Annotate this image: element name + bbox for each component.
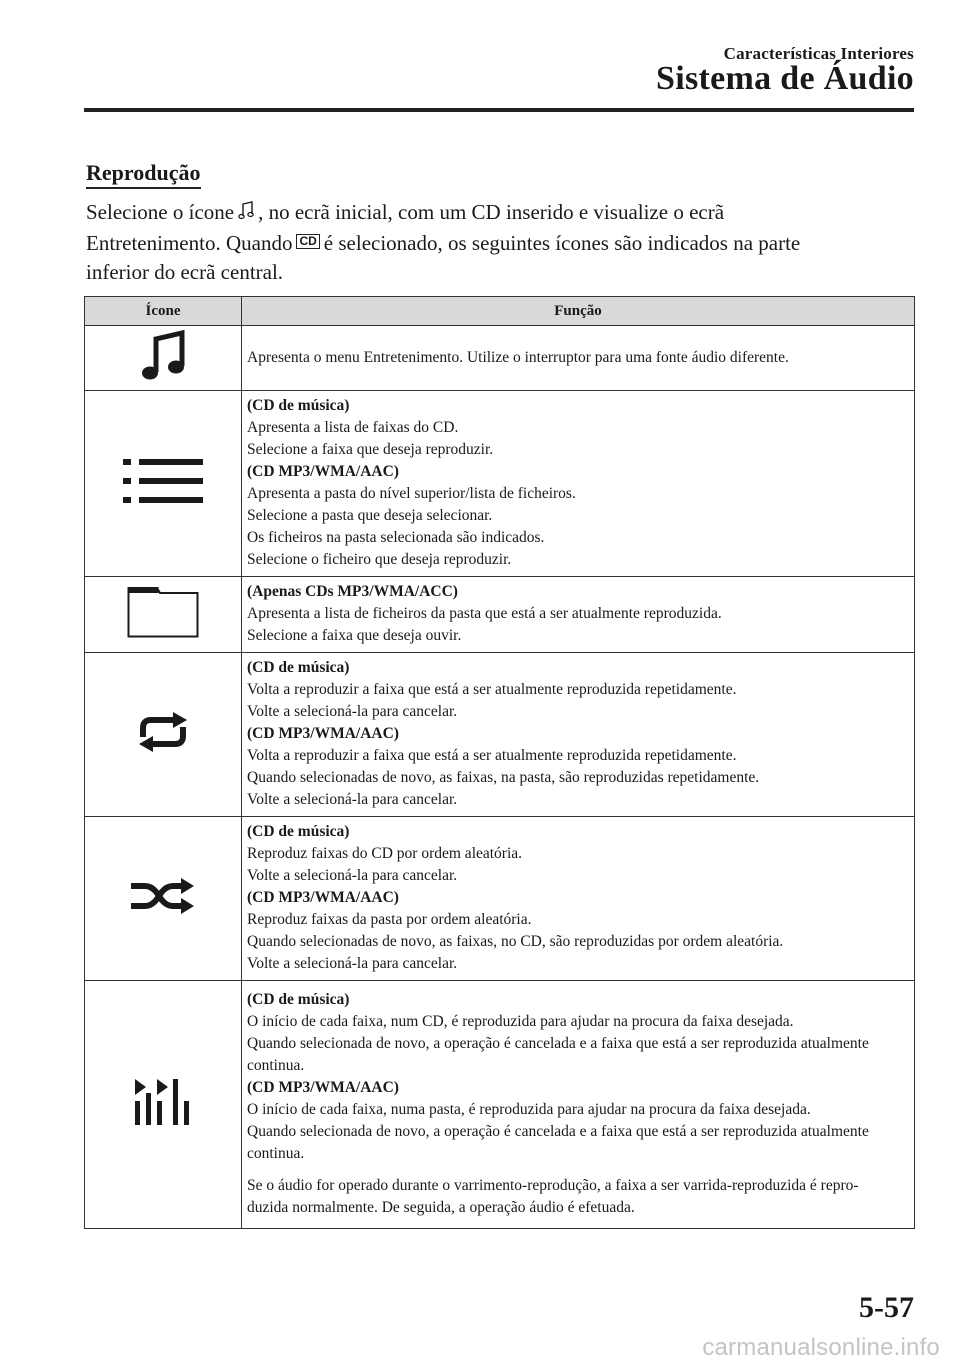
- music-note-icon: [141, 370, 185, 387]
- intro-text: Entretenimento. Quando: [86, 230, 293, 255]
- section-title: Reprodução: [86, 160, 201, 189]
- function-text-line: Apresenta a lista de faixas do CD.: [247, 419, 459, 436]
- page-number: 5-57: [859, 1291, 914, 1324]
- function-text-line: Selecione a pasta que deseja selecionar.: [247, 507, 493, 524]
- function-text-line: duzida normalmente. De seguida, a operação áudio é efetuada.: [247, 1199, 635, 1216]
- table-row: [85, 981, 915, 1229]
- cd-type-heading: (CD de música): [247, 659, 350, 676]
- folder-icon: [127, 625, 199, 642]
- repeat-icon: [135, 740, 191, 757]
- paragraph-gap: [247, 1165, 910, 1175]
- function-text-line: Selecione a faixa que deseja reproduzir.: [247, 441, 494, 458]
- page-title: Sistema de Áudio: [656, 60, 914, 97]
- function-cell: [242, 326, 915, 391]
- function-cell: [242, 577, 915, 653]
- music-note-icon: [238, 200, 254, 229]
- table-row: [85, 577, 915, 653]
- function-text-line: Volte a selecioná-la para cancelar.: [247, 791, 458, 808]
- function-text-line: Quando selecionadas de novo, as faixas, na pasta, são reproduzidas repetidamente.: [247, 769, 760, 786]
- intro-text: é selecionado, os seguintes ícones são indicados na parte: [323, 230, 801, 255]
- cd-icon: CD: [296, 234, 319, 249]
- intro-text: inferior do ecrã central.: [86, 259, 284, 284]
- table-row: [85, 653, 915, 817]
- intro-text: Selecione o ícone: [86, 200, 235, 224]
- function-text-line: Volta a reproduzir a faixa que está a ser atualmente reproduzida repetidamente.: [247, 747, 737, 764]
- cd-type-heading: (CD de música): [247, 991, 350, 1008]
- function-text-line: Selecione a faixa que deseja ouvir.: [247, 627, 462, 644]
- cd-type-heading: (CD MP3/WMA/AAC): [247, 725, 399, 742]
- function-text-line: Volte a selecioná-la para cancelar.: [247, 703, 458, 720]
- function-cell: [242, 653, 915, 817]
- cd-type-heading: (CD MP3/WMA/AAC): [247, 1079, 399, 1096]
- cd-type-heading: (CD MP3/WMA/AAC): [247, 889, 399, 906]
- table-row: [85, 817, 915, 981]
- function-text-line: Reproduz faixas da pasta por ordem aleatória.: [247, 911, 532, 928]
- function-cell: [242, 981, 915, 1229]
- function-text-line: O início de cada faixa, numa pasta, é reproduzida para ajudar na procura da faixa desejada.: [247, 1101, 811, 1118]
- intro-paragraph: [86, 198, 886, 287]
- watermark: carmanualsonline.info: [702, 1334, 940, 1361]
- header-divider: [84, 108, 914, 112]
- function-text-line: Volte a selecioná-la para cancelar.: [247, 955, 458, 972]
- function-text-line: Quando selecionadas de novo, as faixas, no CD, são reproduzidas por ordem aleatória.: [247, 933, 784, 950]
- table-row: [85, 326, 915, 391]
- function-text-line: Volte a selecioná-la para cancelar.: [247, 867, 458, 884]
- cd-type-heading: (CD de música): [247, 823, 350, 840]
- list-icon: [123, 490, 203, 507]
- function-cell: [242, 391, 915, 577]
- function-text-line: Quando selecionada de novo, a operação é cancelada e a faixa que está a ser reproduzida atualmente: [247, 1035, 869, 1052]
- function-text-line: continua.: [247, 1057, 305, 1074]
- column-header-function: Função: [242, 297, 915, 326]
- function-text-line: Apresenta a pasta do nível superior/lista de ficheiros.: [247, 485, 576, 502]
- intro-text: , no ecrã inicial, com um CD inserido e visualize o ecrã: [258, 200, 725, 224]
- function-text-line: continua.: [247, 1145, 305, 1162]
- cd-type-heading: (Apenas CDs MP3/WMA/ACC): [247, 583, 458, 600]
- function-text-line: Reproduz faixas do CD por ordem aleatória.: [247, 845, 523, 862]
- function-text-line: Apresenta a lista de ficheiros da pasta que está a ser atualmente reproduzida.: [247, 605, 722, 622]
- function-cell: [242, 817, 915, 981]
- function-text-line: Apresenta o menu Entretenimento. Utilize o interruptor para uma fonte áudio diferente.: [247, 348, 789, 366]
- cd-type-heading: (CD MP3/WMA/AAC): [247, 463, 399, 480]
- table-row: [85, 391, 915, 577]
- scan-icon: [135, 1112, 191, 1129]
- function-text-line: Os ficheiros na pasta selecionada são indicados.: [247, 529, 545, 546]
- function-text-line: Se o áudio for operado durante o varrimento-reprodução, a faixa a ser varrida-reproduzida é repro-: [247, 1177, 859, 1194]
- function-text-line: Quando selecionada de novo, a operação é cancelada e a faixa que está a ser reproduzida atualmente: [247, 1123, 869, 1140]
- function-text-line: Selecione o ficheiro que deseja reproduzir.: [247, 551, 512, 568]
- chapter-label: Características Interiores: [723, 44, 914, 63]
- cd-type-heading: (CD de música): [247, 397, 350, 414]
- column-header-icon: Ícone: [85, 297, 242, 326]
- shuffle-icon: [131, 903, 195, 920]
- function-table: [84, 296, 915, 1229]
- function-text-line: O início de cada faixa, num CD, é reproduzida para ajudar na procura da faixa desejada.: [247, 1013, 794, 1030]
- function-text-line: Volta a reproduzir a faixa que está a ser atualmente reproduzida repetidamente.: [247, 681, 737, 698]
